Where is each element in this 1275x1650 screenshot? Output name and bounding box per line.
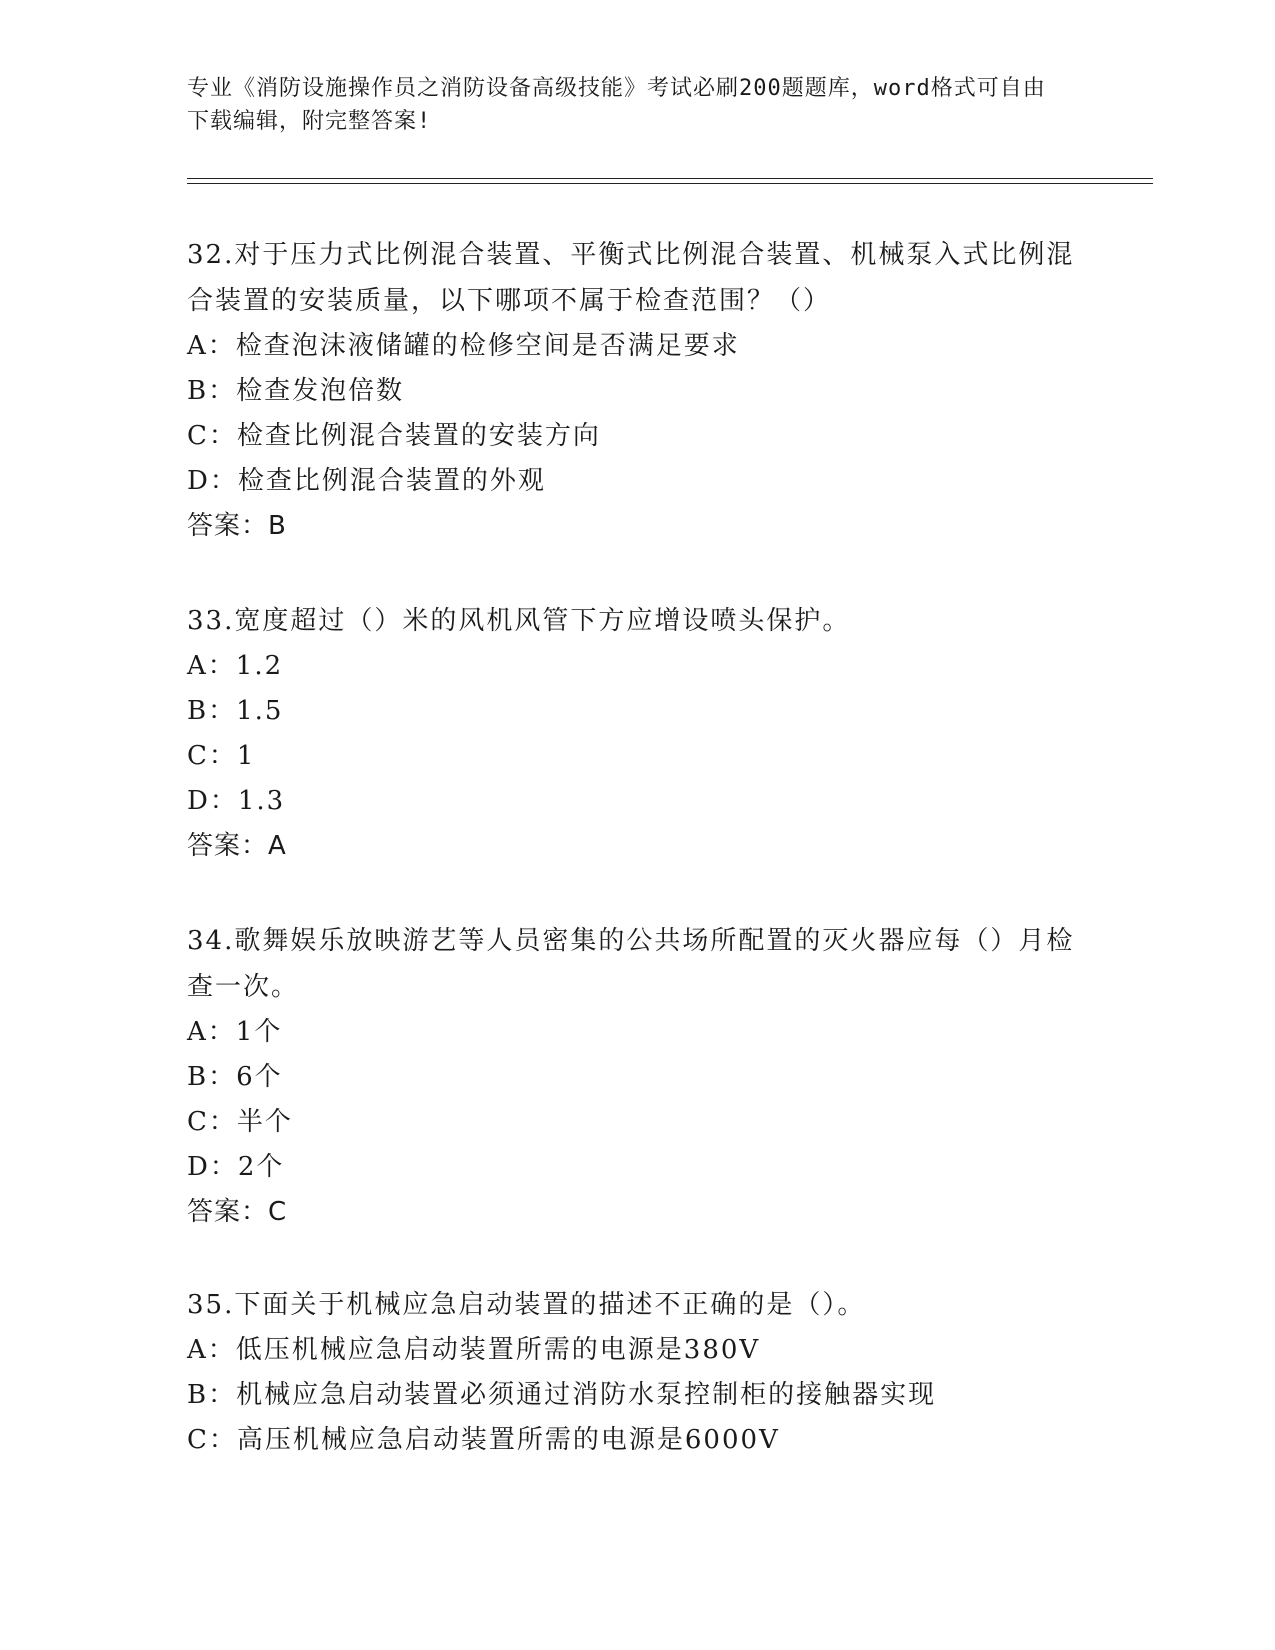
option-b: B：机械应急启动装置必须通过消防水泵控制柜的接触器实现 <box>187 1380 937 1410</box>
option-a: A：1.2 <box>187 651 284 681</box>
option-c: C：1 <box>187 741 256 771</box>
option-a: A：检查泡沫液储罐的检修空间是否满足要求 <box>187 331 740 361</box>
question-stem: 34.歌舞娱乐放映游艺等人员密集的公共场所配置的灭火器应每（）月检查一次。 <box>187 926 1075 1002</box>
question-stem: 32.对于压力式比例混合装置、平衡式比例混合装置、机械泵入式比例混合装置的安装质量，以下哪项不属于检查范围？（） <box>187 240 1075 316</box>
answer: 答案：A <box>187 831 287 861</box>
option-d: D：1.3 <box>187 786 286 816</box>
question-35 <box>187 1282 1087 1463</box>
question-stem: 35.下面关于机械应急启动装置的描述不正确的是（）。 <box>187 1290 866 1320</box>
option-a: A：1个 <box>187 1017 283 1047</box>
header-divider-top <box>187 178 1153 179</box>
question-32 <box>187 232 1087 549</box>
option-c: C：半个 <box>187 1107 293 1137</box>
question-34 <box>187 918 1087 1235</box>
option-c: C：检查比例混合装置的安装方向 <box>187 421 601 451</box>
option-b: B：6个 <box>187 1062 283 1092</box>
answer: 答案：B <box>187 511 287 541</box>
option-b: B：1.5 <box>187 696 284 726</box>
question-stem: 33.宽度超过（）米的风机风管下方应增设喷头保护。 <box>187 606 851 636</box>
document-header: 专业《消防设施操作员之消防设备高级技能》考试必刷200题题库，word格式可自由下载编辑，附完整答案! <box>187 76 1046 134</box>
header-divider-bottom <box>187 183 1153 184</box>
option-d: D：2个 <box>187 1152 285 1182</box>
option-d: D：检查比例混合装置的外观 <box>187 466 546 496</box>
question-33 <box>187 598 1087 869</box>
option-c: C：高压机械应急启动装置所需的电源是6000V <box>187 1425 780 1455</box>
option-b: B：检查发泡倍数 <box>187 376 405 406</box>
option-a: A：低压机械应急启动装置所需的电源是380V <box>187 1335 761 1365</box>
answer: 答案：C <box>187 1197 288 1227</box>
